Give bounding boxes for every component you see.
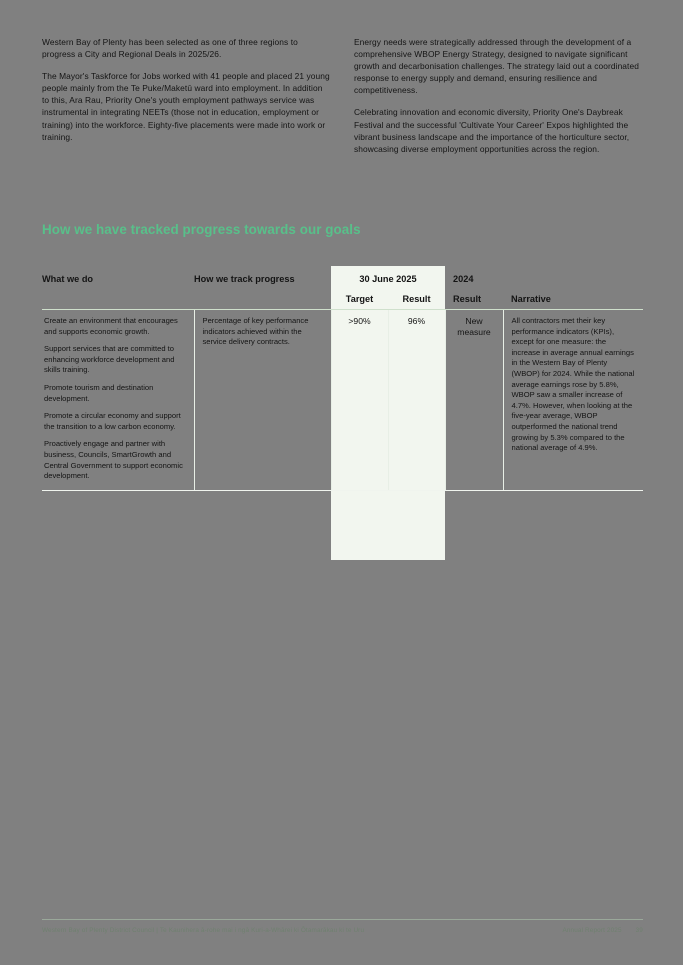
header-previous-period: 2024 [453,274,474,284]
header-how-we-track: How we track progress [194,274,295,284]
cell-what-we-do [42,310,194,491]
intro-paragraph: Western Bay of Plenty has been selected as one of three regions to progress a City and Regional Deals in 2025/26. [42,37,298,60]
header-narrative: Narrative [503,286,643,310]
header-what-we-do: What we do [42,274,94,284]
header-narrative-group-blank [503,266,643,286]
header-how-we-track-sub [194,286,331,310]
header-current-period: 30 June 2025 [359,274,417,284]
intro-columns [42,36,642,155]
intro-paragraph: The Mayor's Taskforce for Jobs worked with 41 people and placed 21 young people mainly from the Te Puke/Maketū ward into employment. In addition to this, Ara Rau, Priority One's youth employment pathways service was instrumental in integrating NEETs (those not in education, employment or training) into the workforce. Eighty-five placements were made into work or training. [42,71,330,142]
header-target: Target [331,286,388,310]
progress-table [42,266,643,491]
footer-organisation: Western Bay of Plenty District Council | Te Kaunihera ā-rohe mai i ngā Kuri-a-Whārei ki Ōtamarākau ki te Uru [42,927,365,934]
intro-left-column [42,36,330,155]
what-we-do-item: Promote a circular economy and support the transition to a low carbon economy. [44,411,181,431]
header-what-we-do-sub [42,286,194,310]
cell-narrative: All contractors met their key performance indicators (KPIs), except for one measure: the increase in average annual earnings in the Western Bay of Plenty (WBOP) for 2024. While the national average earnings rose by 5.8%, WBOP saw a smaller increase of 4.7%. However, when looking at the five-year average, WBOP outperformed the national trend growing by 5.3% compared to the national average of 4.9%. [503,310,643,491]
cell-target: >90% [331,310,388,491]
table-column-header-row [42,286,643,310]
page-footer [0,919,683,965]
cell-prev-result: New measure [445,310,503,491]
what-we-do-item: Create an environment that encourages and supports economic growth. [44,316,178,336]
footer-right-group [562,927,643,934]
table-group-header-row [42,266,643,286]
intro-right-column [354,36,642,155]
cell-result: 96% [388,310,445,491]
progress-table-container [42,266,643,491]
intro-paragraph: Celebrating innovation and economic diversity, Priority One's Daybreak Festival and the successful 'Cultivate Your Career' Expos highlighted the vibrant business landscape and the importance of the horticulture sector, showcasing diverse employment opportunities across the region. [354,107,630,154]
section-heading: How we have tracked progress towards our goals [42,222,361,237]
header-result: Result [388,286,445,310]
footer-divider [42,919,643,920]
intro-paragraph: Energy needs were strategically addressed through the development of a comprehensive WBOP Energy Strategy, designed to navigate significant growth and decarbonisation challenges. The strategy laid out a coordinated response to energy supply and demand, ensuring resilience and competitiveness. [354,37,639,96]
footer-document-title: Annual Report 2025 [562,927,622,934]
what-we-do-item: Proactively engage and partner with business, Councils, SmartGrowth and Central Government to support economic development. [44,439,183,481]
footer-page-number: 39 [635,927,643,934]
what-we-do-item: Promote tourism and destination development. [44,382,154,403]
what-we-do-item: Support services that are committed to enhancing workforce development and skills training. [44,344,175,375]
header-prev-result: Result [445,286,503,310]
cell-how-we-track: Percentage of key performance indicators achieved within the service delivery contracts. [194,310,331,491]
table-row [42,310,643,491]
